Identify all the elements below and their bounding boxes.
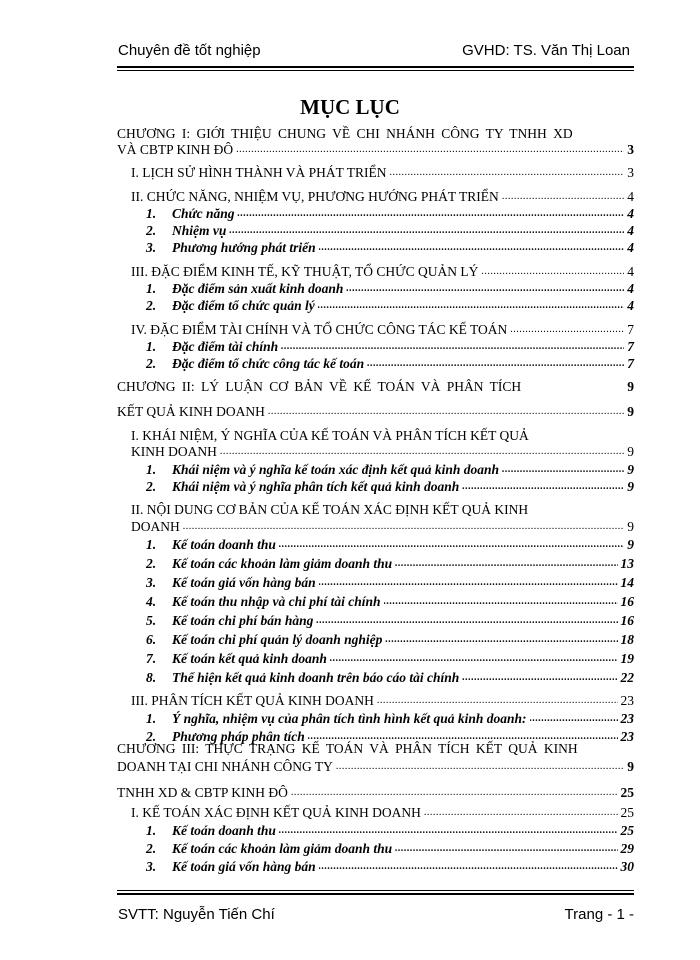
footer-left-text: SVTT: Nguyễn Tiến Chí [118, 906, 275, 923]
leader-dots [502, 191, 624, 205]
toc-entry-ch2-s1-2[interactable]: 2. Khái niệm và ý nghĩa phân tích kết quả kinh doanh ..... 9 [146, 478, 634, 495]
leader-dots [389, 167, 624, 181]
toc-entry-ch1-s2-2[interactable]: 2. Nhiệm vụ ..... 4 [146, 222, 634, 239]
leader-dots [291, 787, 618, 801]
toc-entry-ch2-s3-1[interactable]: 1. Ý nghĩa, nhiệm vụ của phân tích tình hình kết quả kinh doanh: ..... 23 [146, 710, 634, 727]
leader-dots [183, 521, 625, 535]
toc-entry-ch3-s1[interactable]: I. KẾ TOÁN XÁC ĐỊNH KẾT QUẢ KINH DOANH ..... 25 [131, 804, 634, 821]
page-header [118, 38, 630, 64]
toc-entry-ch1-s2-1[interactable]: 1. Chức năng ..... 4 [146, 205, 634, 222]
leader-dots [268, 406, 624, 420]
header-right-text: GVHD: TS. Văn Thị Loan [462, 42, 630, 59]
page-number: 9 [627, 759, 634, 774]
toc-entry-ch2-s2-8[interactable]: 8. Thể hiện kết quả kinh doanh trên báo cáo tài chính ..... 22 [146, 669, 634, 686]
toc-entry-ch2-s1[interactable]: KINH DOANH ..... 9 [131, 443, 634, 460]
toc-entry-ch2-s2-5[interactable]: 5. Kế toán chi phí bán hàng ..... 16 [146, 612, 634, 629]
toc-entry-ch2-s2[interactable]: DOANH ..... 9 [131, 518, 634, 535]
leader-dots [336, 761, 624, 775]
toc-entry-ch3-s1-3[interactable]: 3. Kế toán giá vốn hàng bán ..... 30 [146, 858, 634, 875]
chapter3-title-line3[interactable]: TNHH XD & CBTP KINH ĐÔ ..... 25 [117, 784, 634, 801]
toc-entry-ch1-s2[interactable]: II. CHỨC NĂNG, NHIỆM VỤ, PHƯƠNG HƯỚNG PHÁT TRIỂN ..... 4 [131, 188, 634, 205]
page-number: 25 [620, 805, 634, 820]
toc-entry-ch1-s3[interactable]: III. ĐẶC ĐIỂM KINH TẾ, KỸ THUẬT, TỔ CHỨC QUẢN LÝ ..... 4 [131, 263, 634, 280]
toc-entry-ch1-s3-1[interactable]: 1. Đặc điểm sản xuất kinh doanh ..... 4 [146, 280, 634, 297]
header-left-text: Chuyên đề tốt nghiệp [118, 42, 261, 59]
toc-entry-ch2-s2-line1[interactable]: II. NỘI DUNG CƠ BẢN CỦA KẾ TOÁN XÁC ĐỊNH KẾT QUẢ KINH [131, 502, 529, 517]
toc-entry-ch3-s1-1[interactable]: 1. Kế toán doanh thu ..... 25 [146, 822, 634, 839]
leader-dots [220, 446, 624, 460]
toc-entry-ch1-s4-2[interactable]: 2. Đặc điểm tổ chức công tác kế toán ..... 7 [146, 355, 634, 372]
header-rule-thin [117, 70, 634, 71]
leader-dots [510, 324, 624, 338]
page-number: 7 [627, 322, 634, 337]
page-number: 4 [627, 189, 634, 204]
toc-entry-ch2-s3-2[interactable]: 2. Phương pháp phân tích ..... 23 [146, 728, 634, 745]
leader-dots [377, 695, 618, 709]
footer-right-text: Trang - 1 - [564, 906, 634, 923]
chapter3-title-line2[interactable]: DOANH TẠI CHI NHÁNH CÔNG TY ..... 9 [117, 758, 634, 775]
page-number: 9 [627, 444, 634, 459]
toc-entry-ch1-s3-2[interactable]: 2. Đặc điểm tổ chức quản lý ..... 4 [146, 297, 634, 314]
toc-entry-ch1-s2-3[interactable]: 3. Phương hướng phát triển ..... 4 [146, 239, 634, 256]
toc-entry-ch2-s2-6[interactable]: 6. Kế toán chi phí quản lý doanh nghiệp ..... 18 [146, 631, 634, 648]
toc-entry-ch2-s2-7[interactable]: 7. Kế toán kết quả kinh doanh ..... 19 [146, 650, 634, 667]
toc-entry-ch1-s4-1[interactable]: 1. Đặc điểm tài chính ..... 7 [146, 338, 634, 355]
toc-entry-ch2-s2-3[interactable]: 3. Kế toán giá vốn hàng bán ..... 14 [146, 574, 634, 591]
header-rule-thick [117, 66, 634, 68]
toc-entry-ch2-s2-4[interactable]: 4. Kế toán thu nhập và chi phí tài chính ..... 16 [146, 593, 634, 610]
page-number: 9 [627, 519, 634, 534]
page-number: 9 [627, 404, 634, 419]
chapter1-title-line2[interactable]: VÀ CBTP KINH ĐÔ ..... 3 [117, 141, 634, 158]
chapter2-title-line1[interactable]: CHƯƠNG II: LÝ LUẬN CƠ BẢN VỀ KẾ TOÁN VÀ PHÂN TÍCH 9 [117, 379, 634, 394]
chapter1-title-line1[interactable]: CHƯƠNG I: GIỚI THIỆU CHUNG VỀ CHI NHÁNH CÔNG TY TNHH XD [117, 126, 573, 141]
toc-entry-ch2-s3[interactable]: III. PHÂN TÍCH KẾT QUẢ KINH DOANH ..... 23 [131, 692, 634, 709]
page-number: 25 [620, 785, 634, 800]
leader-dots [236, 144, 624, 158]
leader-dots [424, 807, 618, 821]
toc-entry-ch3-s1-2[interactable]: 2. Kế toán các khoản làm giảm doanh thu ..... 29 [146, 840, 634, 857]
footer-rule-thin [117, 890, 634, 891]
toc-entry-ch2-s1-line1[interactable]: I. KHÁI NIỆM, Ý NGHĨA CỦA KẾ TOÁN VÀ PHÂN TÍCH KẾT QUẢ [131, 428, 529, 443]
page-number: 3 [627, 165, 634, 180]
footer-rule-thick [117, 893, 634, 895]
toc-entry-ch2-s2-1[interactable]: 1. Kế toán doanh thu ..... 9 [146, 536, 634, 553]
toc-title: MỤC LỤC [300, 95, 400, 119]
toc-entry-ch2-s1-1[interactable]: 1. Khái niệm và ý nghĩa kế toán xác định kết quả kinh doanh ..... 9 [146, 461, 634, 478]
page-number: 3 [627, 142, 634, 157]
chapter3-title-line1[interactable]: CHƯƠNG III: THỰC TRẠNG KẾ TOÁN VÀ PHÂN TÍCH KẾT QUẢ KINH [117, 741, 578, 756]
toc-entry-ch1-s4[interactable]: IV. ĐẶC ĐIỂM TÀI CHÍNH VÀ TỔ CHỨC CÔNG TÁC KẾ TOÁN ..... 7 [131, 321, 634, 338]
toc-entry-ch2-s2-2[interactable]: 2. Kế toán các khoản làm giảm doanh thu ..... 13 [146, 555, 634, 572]
leader-dots [481, 266, 624, 280]
chapter2-title-line2[interactable]: KẾT QUẢ KINH DOANH ..... 9 [117, 403, 634, 420]
page-number: 23 [620, 693, 634, 708]
page-number: 4 [627, 264, 634, 279]
toc-entry-ch1-s1[interactable]: I. LỊCH SỬ HÌNH THÀNH VÀ PHÁT TRIỂN ..... 3 [131, 164, 634, 181]
page-number: 9 [627, 379, 634, 394]
